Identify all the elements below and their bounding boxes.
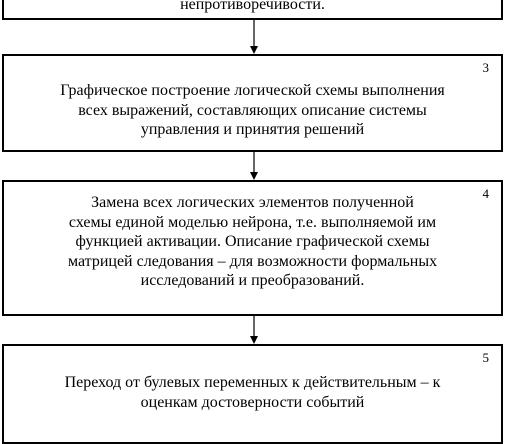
step-line: оценкам достоверности событий	[140, 393, 365, 411]
step-line: исследований и преобразований.	[140, 272, 365, 289]
step-text	[14, 193, 491, 291]
step-number: 3	[482, 60, 489, 75]
step-number: 5	[482, 350, 489, 365]
step-line: непротиворечивости.	[180, 0, 325, 13]
step-line: матрицей следования – для возможности формальных	[67, 252, 438, 270]
step-line: Графическое построение логической схемы выполнения	[60, 82, 445, 99]
step-box-4	[2, 180, 503, 316]
step-text	[14, 0, 491, 15]
step-text	[14, 373, 491, 412]
step-text	[14, 81, 491, 140]
step-line: схемы единой моделью нейрона, т.е. выполняемой им	[68, 213, 437, 231]
step-box-5	[2, 344, 503, 444]
step-line: Замена всех логических элементов полученной	[91, 194, 414, 211]
step-number: 4	[482, 186, 489, 201]
step-line: функцией активации. Описание графической схемы	[75, 233, 430, 250]
step-box-3	[2, 54, 503, 152]
step-line: Переход от булевых переменных к действительным – к	[64, 374, 441, 391]
step-line: управления и принятия решений	[140, 121, 365, 138]
step-line: всех выражений, составляющих описание системы	[78, 101, 427, 119]
step-box-previous	[2, 0, 503, 20]
